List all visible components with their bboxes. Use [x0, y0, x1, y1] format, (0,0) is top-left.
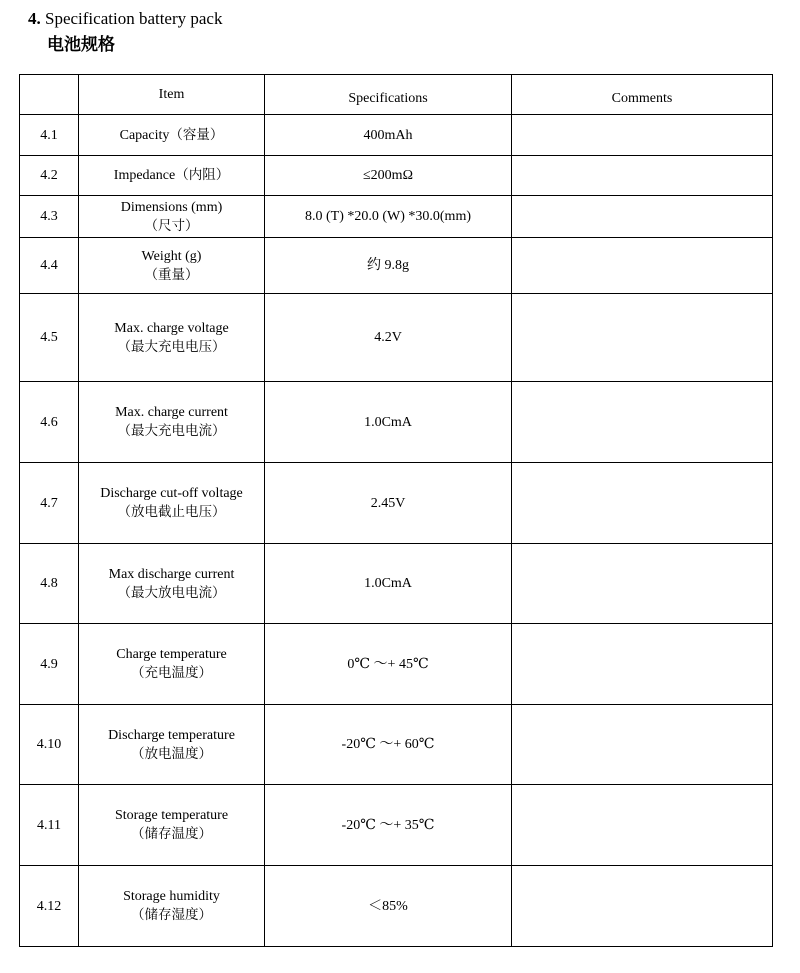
item-zh: （最大充电电压）: [117, 338, 226, 355]
row-item: [79, 238, 265, 294]
row-comments: [512, 294, 773, 382]
row-item: [79, 705, 265, 785]
row-comments: [512, 544, 773, 624]
row-comments: [512, 156, 773, 196]
header-spec-label: Specifications: [348, 91, 428, 106]
item-zh: （最大充电电流）: [117, 423, 226, 439]
row-item: [79, 785, 265, 866]
table-row: [20, 544, 773, 624]
row-number: 4.8: [20, 544, 79, 624]
row-item: [79, 115, 265, 156]
item-zh: （放电截止电压）: [117, 504, 226, 520]
row-comments: [512, 115, 773, 156]
row-number: 4.1: [20, 115, 79, 156]
item-en: Discharge temperature: [108, 727, 235, 743]
row-spec: ≤200mΩ: [265, 156, 512, 196]
table-row: [20, 866, 773, 947]
row-spec: 400mAh: [265, 115, 512, 156]
row-item: [79, 866, 265, 947]
table-row: [20, 115, 773, 156]
header-comments: [512, 75, 773, 115]
row-item: [79, 156, 265, 196]
row-item: [79, 382, 265, 463]
item-en: Max. charge current: [115, 405, 228, 420]
row-spec: 2.45V: [265, 463, 512, 544]
row-spec: 约 9.8g: [265, 238, 512, 294]
item-zh: （储存湿度）: [131, 907, 212, 923]
row-comments: [512, 785, 773, 866]
item-zh: （内阻）: [175, 167, 230, 183]
row-number: 4.10: [20, 705, 79, 785]
row-number: 4.9: [20, 624, 79, 705]
row-spec: 0℃ ～+ 45℃: [265, 624, 512, 705]
row-number: 4.11: [20, 785, 79, 866]
row-number: 4.12: [20, 866, 79, 947]
row-number: 4.7: [20, 463, 79, 544]
item-en: Max. charge voltage: [114, 320, 229, 336]
section-title: Specification battery pack: [45, 9, 223, 28]
header-specifications: [265, 75, 512, 115]
item-zh: （重量）: [144, 266, 199, 283]
table-row: [20, 238, 773, 294]
battery-spec-table: [19, 74, 773, 947]
item-en: Impedance: [113, 168, 176, 183]
row-item: [79, 544, 265, 624]
header-comments-label: Comments: [611, 91, 673, 106]
row-number: 4.5: [20, 294, 79, 382]
row-spec: -20℃ ～+ 60℃: [265, 705, 512, 785]
item-en: Storage humidity: [123, 889, 220, 904]
table-row: [20, 156, 773, 196]
row-number: 4.6: [20, 382, 79, 463]
item-zh: （放电温度）: [131, 745, 212, 762]
table-row: [20, 785, 773, 866]
table-row: [20, 463, 773, 544]
header-no: [20, 75, 79, 115]
table-row: [20, 705, 773, 785]
item-zh: （储存温度）: [131, 826, 212, 842]
row-number: 4.4: [20, 238, 79, 294]
table-header-row: [20, 75, 773, 115]
table-row: [20, 294, 773, 382]
item-en: Weight (g): [141, 248, 202, 264]
row-number: 4.3: [20, 196, 79, 238]
row-spec: ＜85%: [265, 866, 512, 947]
item-zh: （尺寸）: [144, 217, 199, 234]
item-zh: （充电温度）: [131, 665, 212, 681]
row-spec: 8.0 (T) *20.0 (W) *30.0(mm): [265, 196, 512, 238]
row-comments: [512, 382, 773, 463]
row-spec: -20℃ ～+ 35℃: [265, 785, 512, 866]
item-en: Storage temperature: [114, 808, 229, 823]
section-heading: [28, 8, 222, 30]
row-item: [79, 624, 265, 705]
row-comments: [512, 238, 773, 294]
row-number: 4.2: [20, 156, 79, 196]
row-item: [79, 294, 265, 382]
row-spec: 1.0CmA: [265, 382, 512, 463]
item-zh: （容量）: [169, 126, 224, 143]
row-comments: [512, 463, 773, 544]
item-en: Max discharge current: [108, 566, 235, 582]
row-item: [79, 196, 265, 238]
item-en: Charge temperature: [116, 647, 227, 662]
row-comments: [512, 624, 773, 705]
item-zh: （最大放电电流）: [117, 584, 226, 601]
row-item: [79, 463, 265, 544]
table-row: [20, 382, 773, 463]
section-number: 4.: [28, 9, 41, 28]
header-item: [79, 75, 265, 115]
section-subtitle: 电池规格: [47, 35, 115, 55]
row-spec: 1.0CmA: [265, 544, 512, 624]
item-en: Dimensions (mm): [120, 199, 223, 215]
header-item-label: Item: [158, 87, 185, 102]
table-row: [20, 196, 773, 238]
table-row: [20, 624, 773, 705]
row-spec: 4.2V: [265, 294, 512, 382]
row-comments: [512, 196, 773, 238]
item-en: Capacity: [119, 127, 170, 143]
item-en: Discharge cut-off voltage: [100, 486, 243, 501]
row-comments: [512, 705, 773, 785]
row-comments: [512, 866, 773, 947]
